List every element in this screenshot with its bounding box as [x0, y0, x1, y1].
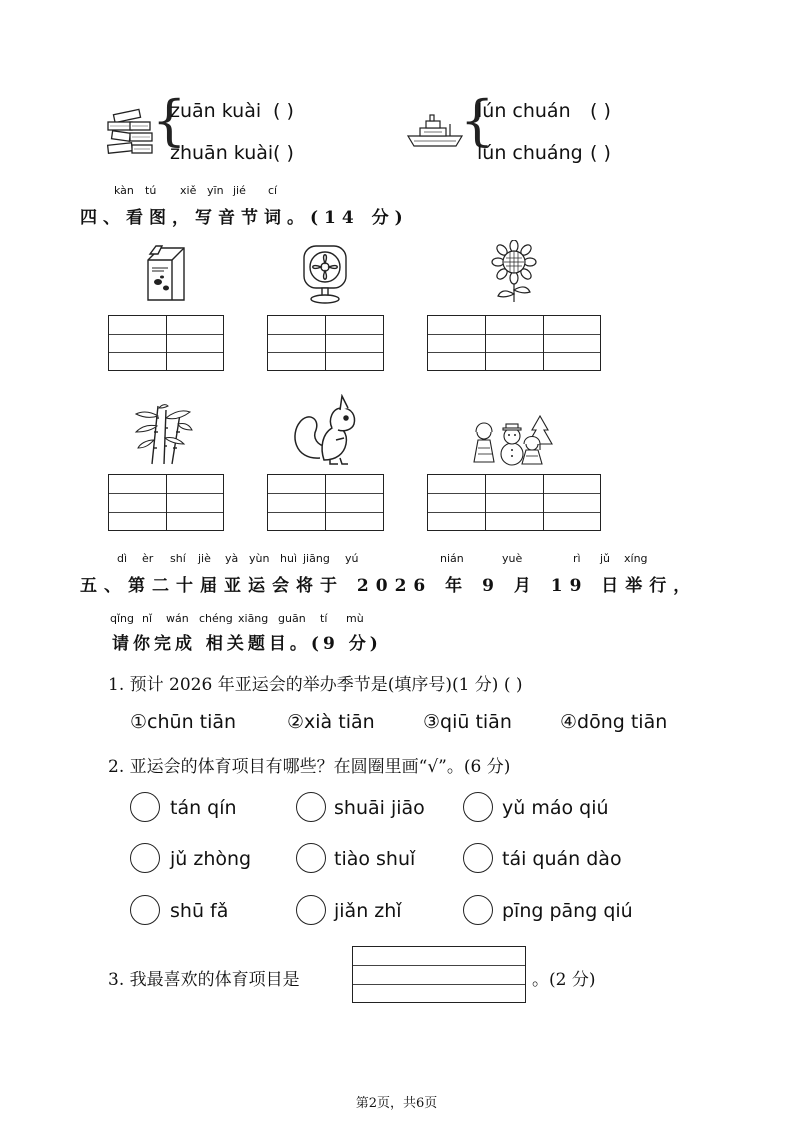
s5-pinyin-12: jǔ — [600, 552, 611, 565]
milk-carton-icon — [144, 244, 186, 302]
s4-pinyin-0: kàn — [114, 184, 134, 197]
check-circle-9[interactable] — [463, 895, 493, 925]
s5-pinyin-10: yuè — [502, 552, 523, 565]
check-circle-6[interactable] — [463, 843, 493, 873]
sport-item-8: jiǎn zhǐ — [334, 900, 402, 922]
s4-pinyin-2: xiě — [180, 184, 197, 197]
section5-title-line2: 请你完成 相关题目。(9 分) — [112, 634, 382, 654]
ship-paren-top[interactable]: ( ) — [590, 100, 611, 122]
q1-option-2: ②xià tiān — [287, 711, 375, 733]
sport-item-1: tán qín — [170, 797, 237, 819]
s5-pinyin-9: nián — [440, 552, 464, 565]
answer-grid-2[interactable] — [267, 315, 384, 371]
s5-pinyin2-2: wán — [166, 612, 189, 625]
sport-item-6: tái quán dào — [502, 848, 622, 870]
s5-pinyin2-4: xiāng — [238, 612, 269, 625]
ship-icon — [406, 114, 464, 150]
brace-left-blocks: { — [152, 89, 187, 152]
sport-item-4: jǔ zhòng — [170, 848, 252, 870]
answer-grid-3[interactable] — [427, 315, 601, 371]
s5-pinyin-11: rì — [573, 552, 581, 565]
ship-option-bottom: lún chuáng — [477, 142, 583, 164]
answer-grid-4[interactable] — [108, 474, 224, 531]
answer-grid-1[interactable] — [108, 315, 224, 371]
section5-title-line1: 五、第二十届亚运会将于 2026 年 9 月 19 日举行， — [80, 576, 698, 596]
sunflower-icon — [490, 240, 538, 304]
check-circle-5[interactable] — [296, 843, 326, 873]
s5-pinyin-1: èr — [142, 552, 154, 565]
s4-pinyin-3: yīn — [207, 184, 224, 197]
sport-item-7: shū fǎ — [170, 900, 229, 922]
ship-paren-bottom[interactable]: ( ) — [590, 142, 611, 164]
blocks-paren-bottom[interactable]: ( ) — [273, 142, 294, 164]
s5-pinyin2-0: qǐng — [110, 612, 134, 625]
check-circle-8[interactable] — [296, 895, 326, 925]
check-circle-7[interactable] — [130, 895, 160, 925]
snowman-kids-icon — [470, 414, 556, 466]
sport-item-9: pīng pāng qiú — [502, 900, 633, 922]
bamboo-icon — [132, 402, 194, 466]
q1-option-4: ④dōng tiān — [560, 711, 668, 733]
s4-pinyin-1: tú — [145, 184, 157, 197]
ship-option-top: lún chuán — [477, 100, 571, 122]
favorite-sport-answer-box[interactable] — [352, 946, 526, 1003]
question-1: 1. 预计 2026 年亚运会的举办季节是(填序号)(1 分) ( ) — [108, 675, 523, 695]
s5-pinyin2-7: mù — [346, 612, 364, 625]
s5-pinyin2-5: guān — [278, 612, 306, 625]
answer-grid-6[interactable] — [427, 474, 601, 531]
section4-title: 四、看图，写音节词。(14 分) — [80, 208, 409, 228]
s5-pinyin-4: yà — [225, 552, 239, 565]
s5-pinyin2-1: nǐ — [142, 612, 153, 625]
blocks-paren-top[interactable]: ( ) — [273, 100, 294, 122]
blocks-icon — [104, 108, 156, 162]
sport-item-2: shuāi jiāo — [334, 797, 425, 819]
s5-pinyin2-6: tí — [320, 612, 328, 625]
s5-pinyin2-3: chéng — [199, 612, 233, 625]
s5-pinyin-6: huì — [280, 552, 297, 565]
check-circle-4[interactable] — [130, 843, 160, 873]
check-circle-1[interactable] — [130, 792, 160, 822]
q1-option-3: ③qiū tiān — [423, 711, 512, 733]
s5-pinyin-13: xíng — [624, 552, 648, 565]
q1-option-1: ①chūn tiān — [130, 711, 237, 733]
question-3-suffix: 。(2 分) — [532, 970, 596, 990]
blocks-option-top: zuān kuài — [170, 100, 262, 122]
check-circle-3[interactable] — [463, 792, 493, 822]
s5-pinyin-7: jiāng — [303, 552, 330, 565]
page-number: 第2页，共6页 — [355, 1096, 438, 1111]
s4-pinyin-4: jié — [233, 184, 246, 197]
check-circle-2[interactable] — [296, 792, 326, 822]
question-2: 2. 亚运会的体育项目有哪些？在圆圈里画“√”。(6 分) — [108, 757, 511, 777]
s5-pinyin-3: jiè — [198, 552, 211, 565]
sport-item-3: yǔ máo qiú — [502, 797, 609, 819]
s5-pinyin-8: yú — [345, 552, 359, 565]
blocks-option-bottom: zhuān kuài — [170, 142, 274, 164]
brace-left-ship: { — [460, 89, 495, 152]
s5-pinyin-2: shí — [170, 552, 186, 565]
sport-item-5: tiào shuǐ — [334, 848, 416, 870]
answer-grid-5[interactable] — [267, 474, 384, 531]
squirrel-icon — [290, 394, 360, 466]
question-3: 3. 我最喜欢的体育项目是 — [108, 970, 300, 990]
s5-pinyin-0: dì — [117, 552, 128, 565]
s5-pinyin-5: yùn — [249, 552, 270, 565]
fan-icon — [300, 244, 350, 304]
s4-pinyin-5: cí — [268, 184, 278, 197]
